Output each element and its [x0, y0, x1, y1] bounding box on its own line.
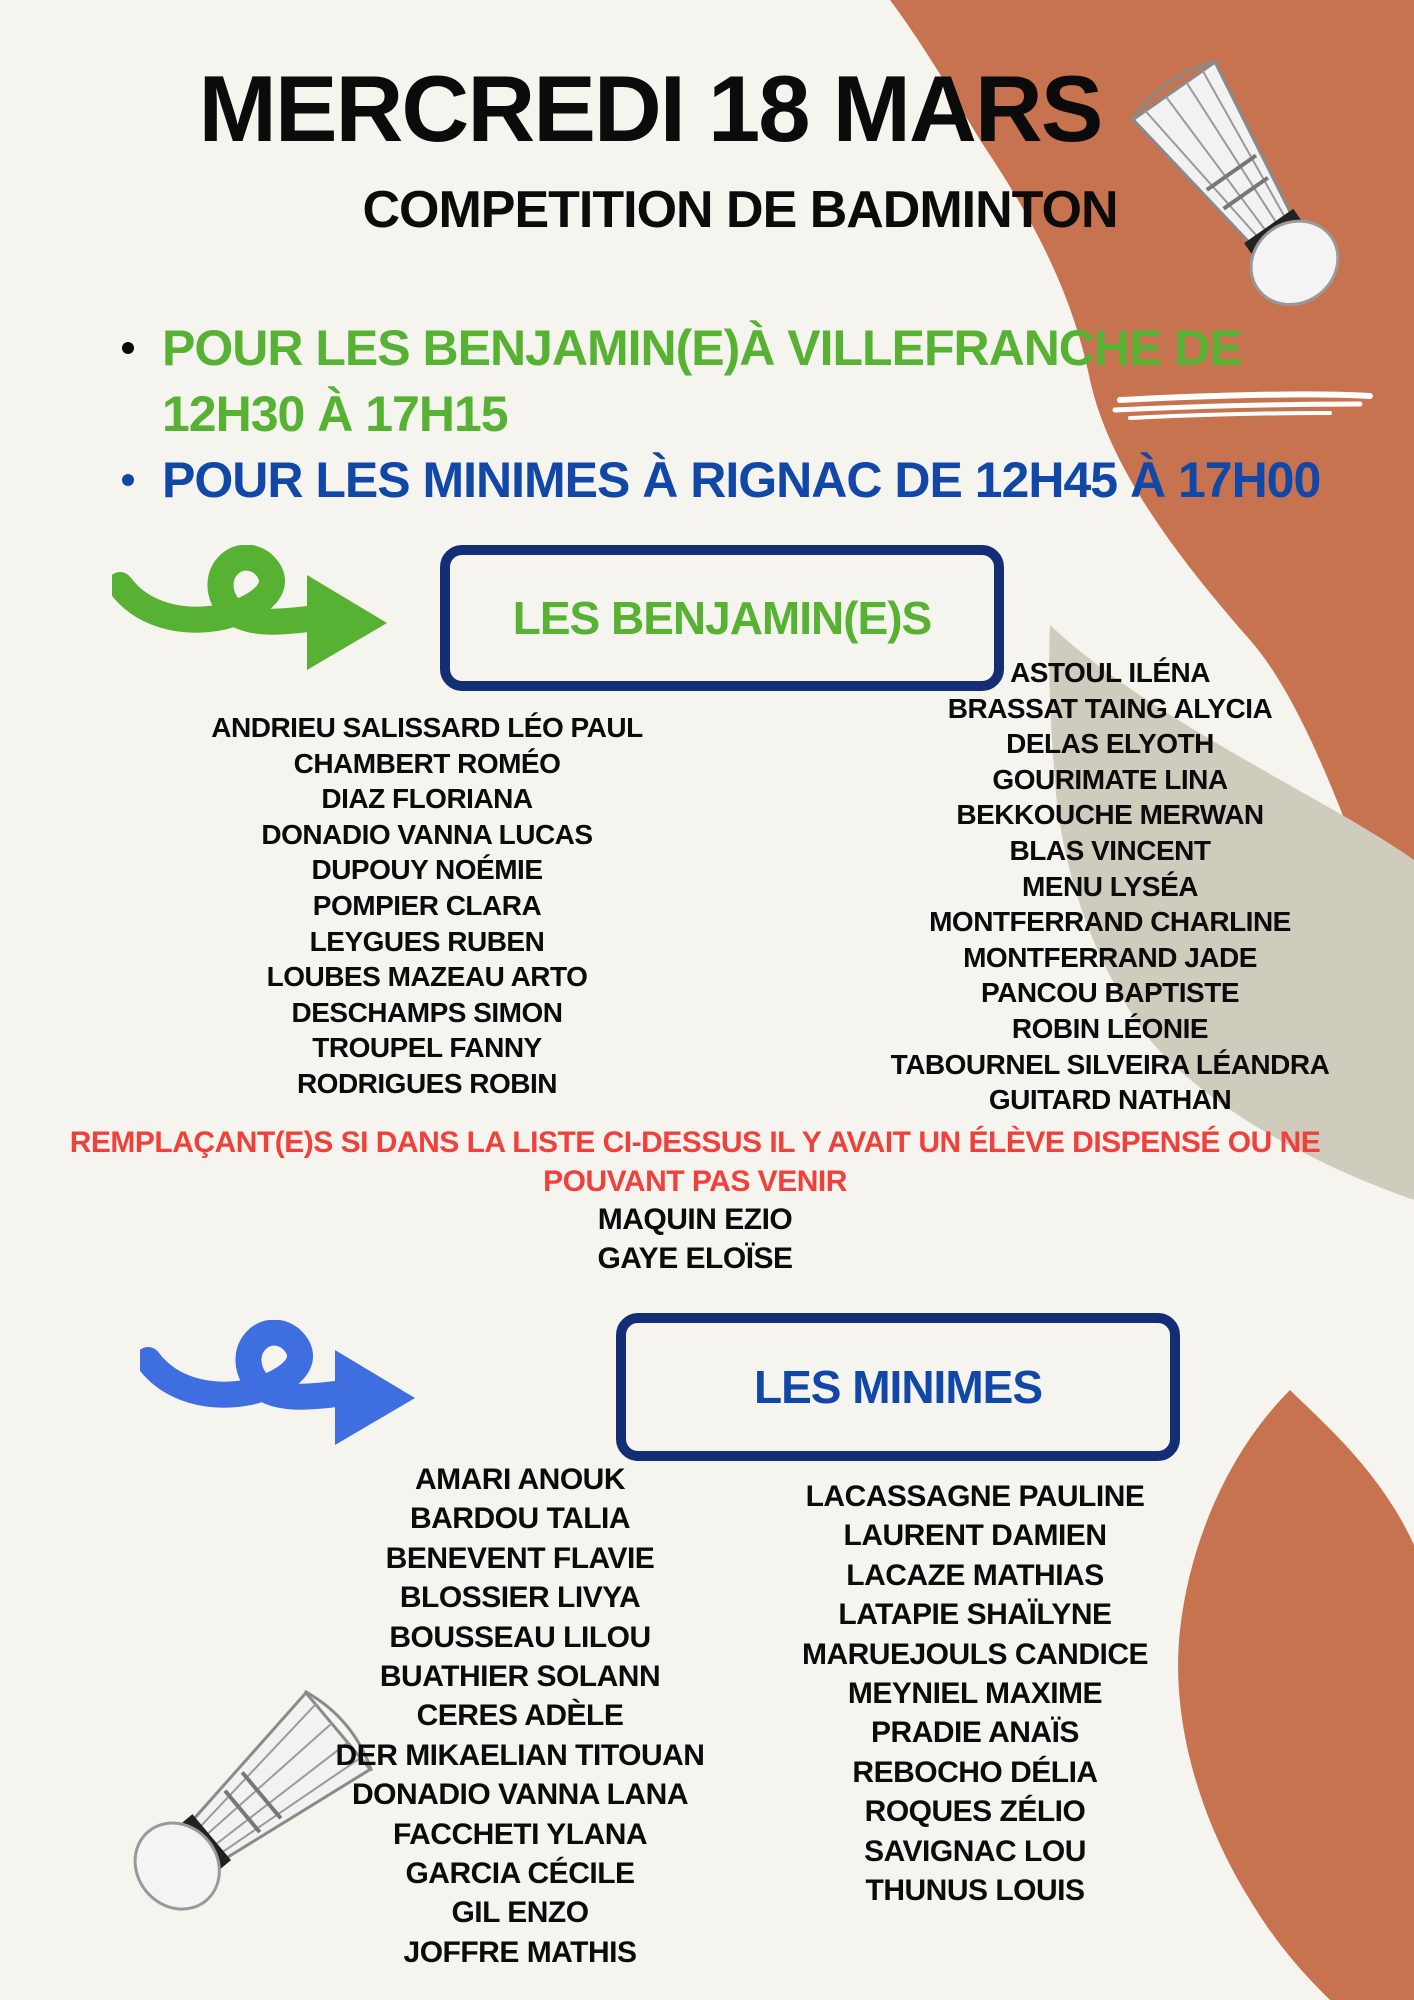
list-item: MONTFERRAND CHARLINE — [929, 906, 1291, 938]
list-item: RODRIGUES ROBIN — [296, 1067, 558, 1099]
substitutes-note-line: REMPLAÇANT(E)S SI DANS LA LISTE CI-DESSUS IL Y AVAIT UN ÉLÈVE DISPENSÉ OU NE — [69, 1126, 1321, 1159]
list-item: BLAS VINCENT — [1009, 834, 1211, 866]
list-item: LOUBES MAZEAU ARTO — [266, 961, 588, 993]
list-item: LATAPIE SHAÏLYNE — [838, 1598, 1112, 1632]
list-item: ROBIN LÉONIE — [1011, 1012, 1209, 1044]
list-item: AMARI ANOUK — [414, 1463, 626, 1496]
substitutes-list — [440, 1200, 950, 1278]
list-item: BRASSAT TAING ALYCIA — [947, 692, 1273, 724]
list-item: MARUEJOULS CANDICE — [801, 1637, 1149, 1671]
list-item: BUATHIER SOLANN — [379, 1660, 661, 1694]
substitutes-note-line: POUVANT PAS VENIR — [543, 1165, 847, 1198]
list-item: MENU LYSÉA — [1021, 870, 1198, 902]
list-item: BENEVENT FLAVIE — [385, 1541, 655, 1575]
list-item: GIL ENZO — [451, 1896, 589, 1930]
curly-arrow-icon — [112, 545, 392, 685]
list-item: MAQUIN EZIO — [597, 1203, 793, 1236]
list-item: GUITARD NATHAN — [988, 1084, 1232, 1116]
list-item: ROQUES ZÉLIO — [864, 1795, 1086, 1829]
list-item: LACAZE MATHIAS — [846, 1558, 1104, 1592]
list-item: DER MIKAELIAN TITOUAN — [335, 1738, 705, 1772]
list-item: BARDOU TALIA — [409, 1502, 631, 1536]
list-item: LEYGUES RUBEN — [309, 925, 545, 957]
minimes-heading-box — [616, 1313, 1180, 1461]
schedule-text: POUR LES MINIMES À RIGNAC DE 12H45 À 17H00 — [162, 452, 1321, 508]
list-item: ASTOUL ILÉNA — [1010, 657, 1210, 688]
list-item: JOFFRE MATHIS — [403, 1935, 637, 1969]
list-item: REBOCHO DÉLIA — [852, 1755, 1098, 1789]
page-title: MERCREDI 18 MARS — [198, 56, 1102, 161]
list-item: DESCHAMPS SIMON — [291, 996, 563, 1028]
list-item: PANCOU BAPTISTE — [981, 977, 1239, 1009]
list-item: CERES ADÈLE — [416, 1699, 624, 1733]
list-item: THUNUS LOUIS — [865, 1874, 1085, 1908]
list-item: DONADIO VANNA LUCAS — [261, 818, 593, 850]
substitutes-note — [40, 1123, 1350, 1201]
minimes-heading: LES MINIMES — [753, 1361, 1043, 1413]
list-item: GOURIMATE LINA — [992, 763, 1228, 795]
benjamins-heading: LES BENJAMIN(E)S — [512, 592, 932, 644]
terracotta-blob-bottom — [1178, 1390, 1414, 2000]
curly-arrow-icon — [140, 1320, 420, 1460]
list-item: TROUPEL FANNY — [312, 1032, 542, 1064]
benjamins-left-list — [187, 710, 667, 1102]
list-item: DONADIO VANNA LANA — [352, 1778, 688, 1812]
page-subtitle: COMPETITION DE BADMINTON — [362, 181, 1118, 239]
list-item: MONTFERRAND JADE — [963, 941, 1257, 973]
schedule-text: POUR LES BENJAMIN(E)À VILLEFRANCHE DE 12H30 À 17H15 — [162, 320, 1242, 442]
list-item: ANDRIEU SALISSARD LÉO PAUL — [211, 712, 643, 743]
list-item: DIAZ FLORIANA — [321, 783, 533, 815]
list-item: GARCIA CÉCILE — [405, 1857, 635, 1891]
minimes-right-list — [760, 1477, 1190, 1910]
minimes-left-list — [300, 1460, 740, 1972]
list-item: CHAMBERT ROMÉO — [293, 747, 561, 779]
list-item: LAURENT DAMIEN — [843, 1519, 1107, 1553]
list-item: BEKKOUCHE MERWAN — [956, 799, 1264, 831]
schedule-list — [120, 315, 1370, 513]
schedule-item-benjamins — [120, 315, 1362, 447]
list-item: SAVIGNAC LOU — [864, 1834, 1086, 1868]
schedule-item-minimes — [120, 447, 1370, 513]
list-item: DELAS ELYOTH — [1006, 728, 1214, 760]
list-item: MEYNIEL MAXIME — [847, 1677, 1103, 1711]
list-item: BLOSSIER LIVYA — [399, 1581, 641, 1615]
bullet-icon — [122, 342, 134, 354]
list-item: DUPOUY NOÉMIE — [311, 854, 543, 886]
list-item: GAYE ELOÏSE — [597, 1242, 793, 1275]
list-item: POMPIER CLARA — [312, 889, 542, 921]
list-item: PRADIE ANAÏS — [871, 1716, 1079, 1750]
bullet-icon — [122, 474, 134, 486]
benjamins-right-list — [860, 655, 1360, 1118]
list-item: FACCHETI YLANA — [392, 1817, 648, 1851]
list-item: LACASSAGNE PAULINE — [805, 1480, 1145, 1513]
list-item: BOUSSEAU LILOU — [389, 1620, 651, 1654]
list-item: TABOURNEL SILVEIRA LÉANDRA — [890, 1048, 1330, 1080]
